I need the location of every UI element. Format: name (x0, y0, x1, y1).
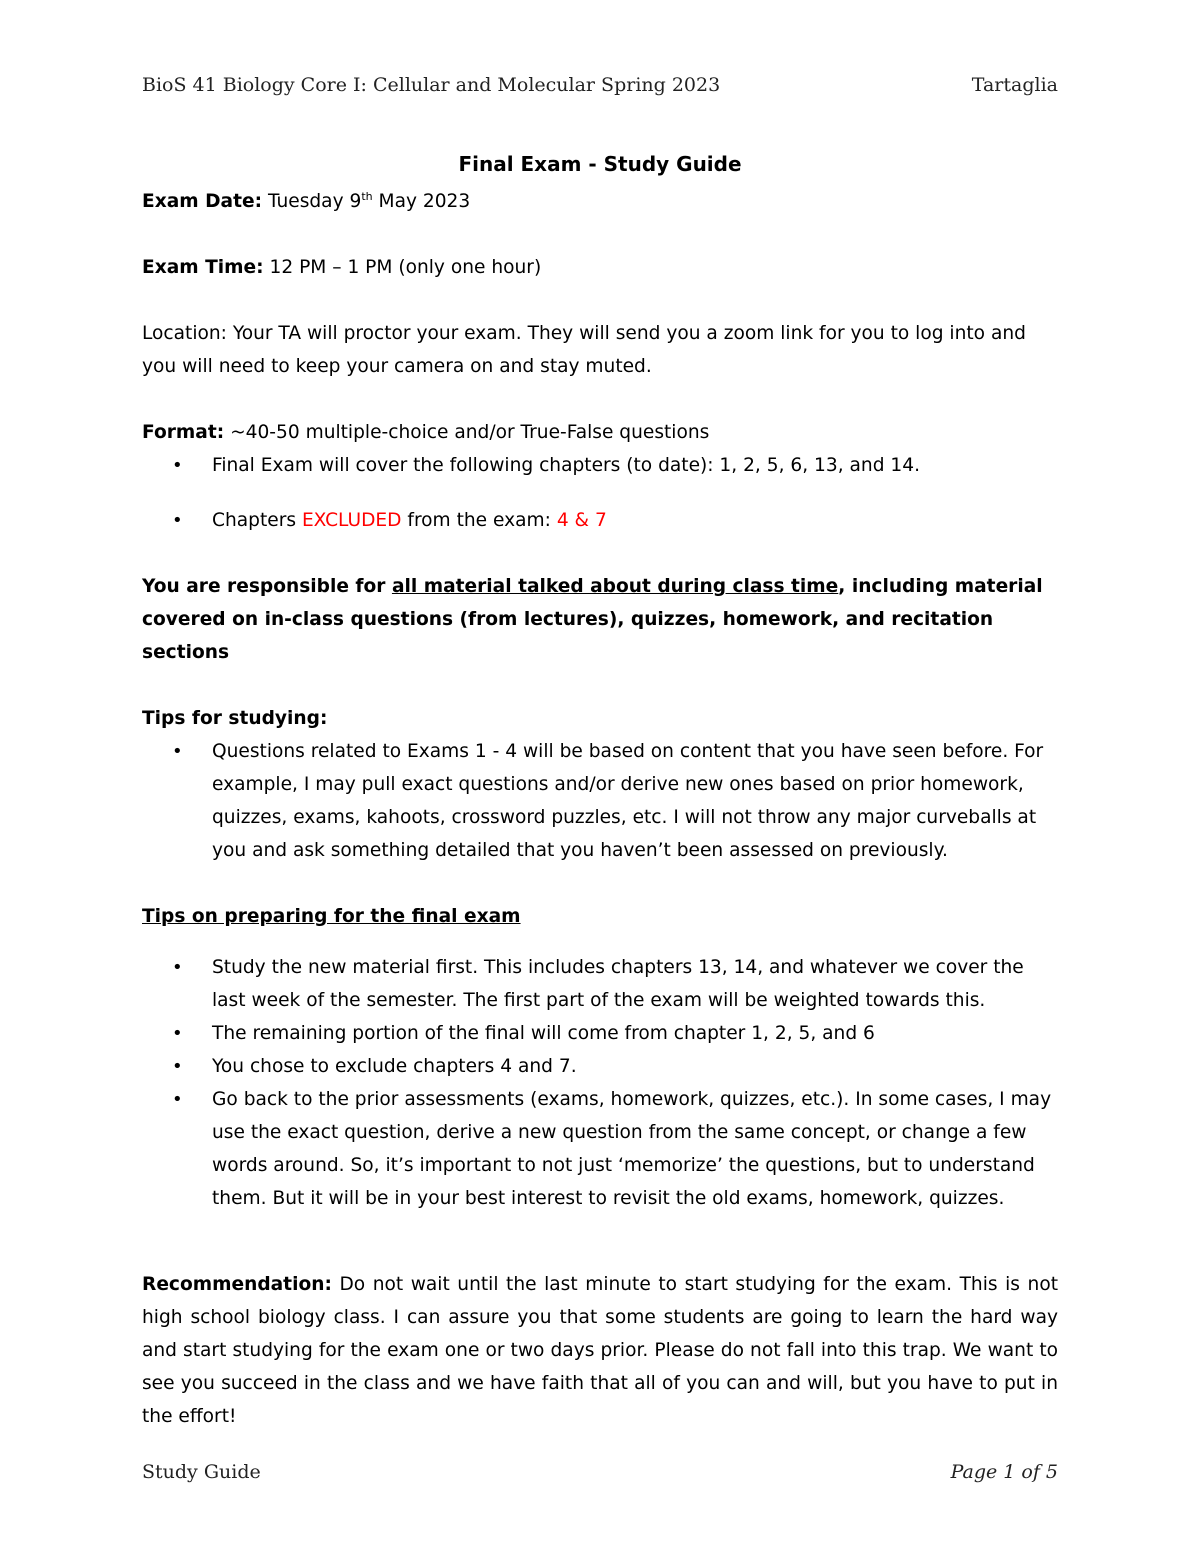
format-value: ~40-50 multiple-choice and/or True-False questions (230, 422, 710, 443)
exam-date (142, 185, 1058, 218)
document-body (142, 148, 1058, 1433)
excluded-word: EXCLUDED (301, 510, 402, 531)
excluded-pre: Chapters (212, 510, 302, 531)
list-item: • Go back to the prior assessments (exams, homework, quizzes, etc.). In some cases, I may use the exact question, derive a new question from the same concept, or change a few words around. So, it’s important to not just ‘memorize’ the questions, but to understand them. But it will be in your best interest to revisit the old exams, homework, quizzes. (142, 1083, 1058, 1215)
tips-studying-heading-text: Tips for studying: (142, 708, 328, 729)
recommendation-paragraph (142, 1268, 1058, 1433)
list-item (142, 504, 1058, 537)
tips-preparing-heading (142, 900, 1058, 933)
recommendation-text: Do not wait until the last minute to start studying for the exam. This is not high school biology class. I can assure you that some students are going to learn the hard way and start studying for the exam one or two days prior. Please do not fall into this trap. We want to see you succeed in the class and we have faith that all of you can and will, but you have to put in the effort! (142, 1274, 1058, 1427)
format-list (142, 449, 1058, 537)
responsible-post: , including material covered on in-class questions (from lectures), quizzes, homework, and recitation sections (142, 576, 1043, 663)
recommendation-label: Recommendation: (142, 1274, 332, 1295)
list-item: • The remaining portion of the final will come from chapter 1, 2, 5, and 6 (142, 1017, 1058, 1050)
list-item: • You chose to exclude chapters 4 and 7. (142, 1050, 1058, 1083)
location-paragraph: Location: Your TA will proctor your exam. They will send you a zoom link for you to log into and you will need to keep your camera on and stay muted. (142, 323, 1026, 377)
exam-time (142, 251, 1058, 284)
format (142, 416, 1058, 449)
tips-preparing-list (142, 951, 1058, 1215)
tips-preparing-heading-text: Tips on preparing for the final exam (142, 906, 521, 927)
tips-studying-list (142, 735, 1058, 867)
exam-date-sup: th (361, 189, 373, 203)
responsible-pre: You are responsible for (142, 576, 392, 597)
responsible-paragraph (142, 570, 1058, 669)
list-item: • Questions related to Exams 1 - 4 will be based on content that you have seen before. For example, I may pull exact questions and/or derive new ones based on prior homework, quizzes, exams, kahoots, crossword puzzles, etc. I will not throw any major curveballs at you and ask something detailed that you haven’t been assessed on previously. (142, 735, 1058, 867)
exam-time-value: 12 PM – 1 PM (only one hour) (269, 257, 542, 278)
exam-date-value-post: May 2023 (372, 191, 471, 212)
header-instructor: Tartaglia (971, 74, 1058, 96)
exam-date-value-pre: Tuesday 9 (267, 191, 362, 212)
excluded-chapters: 4 & 7 (556, 510, 607, 531)
list-item: • Study the new material first. This includes chapters 13, 14, and whatever we cover the last week of the semester. The first part of the exam will be weighted towards this. (142, 951, 1058, 1017)
list-item: • Final Exam will cover the following chapters (to date): 1, 2, 5, 6, 13, and 14. (142, 449, 1058, 482)
header-course: BioS 41 Biology Core I: Cellular and Molecular Spring 2023 (142, 74, 721, 96)
page-number: Page 1 of 5 (950, 1461, 1058, 1483)
footer-label: Study Guide (142, 1461, 261, 1483)
page-title: Final Exam - Study Guide (458, 152, 742, 176)
format-label: Format: (142, 422, 225, 443)
excluded-mid: from the exam: (401, 510, 557, 531)
exam-time-label: Exam Time: (142, 257, 264, 278)
exam-date-label: Exam Date: (142, 191, 263, 212)
responsible-underlined: all material talked about during class time (391, 576, 839, 597)
tips-studying-heading (142, 702, 1058, 735)
